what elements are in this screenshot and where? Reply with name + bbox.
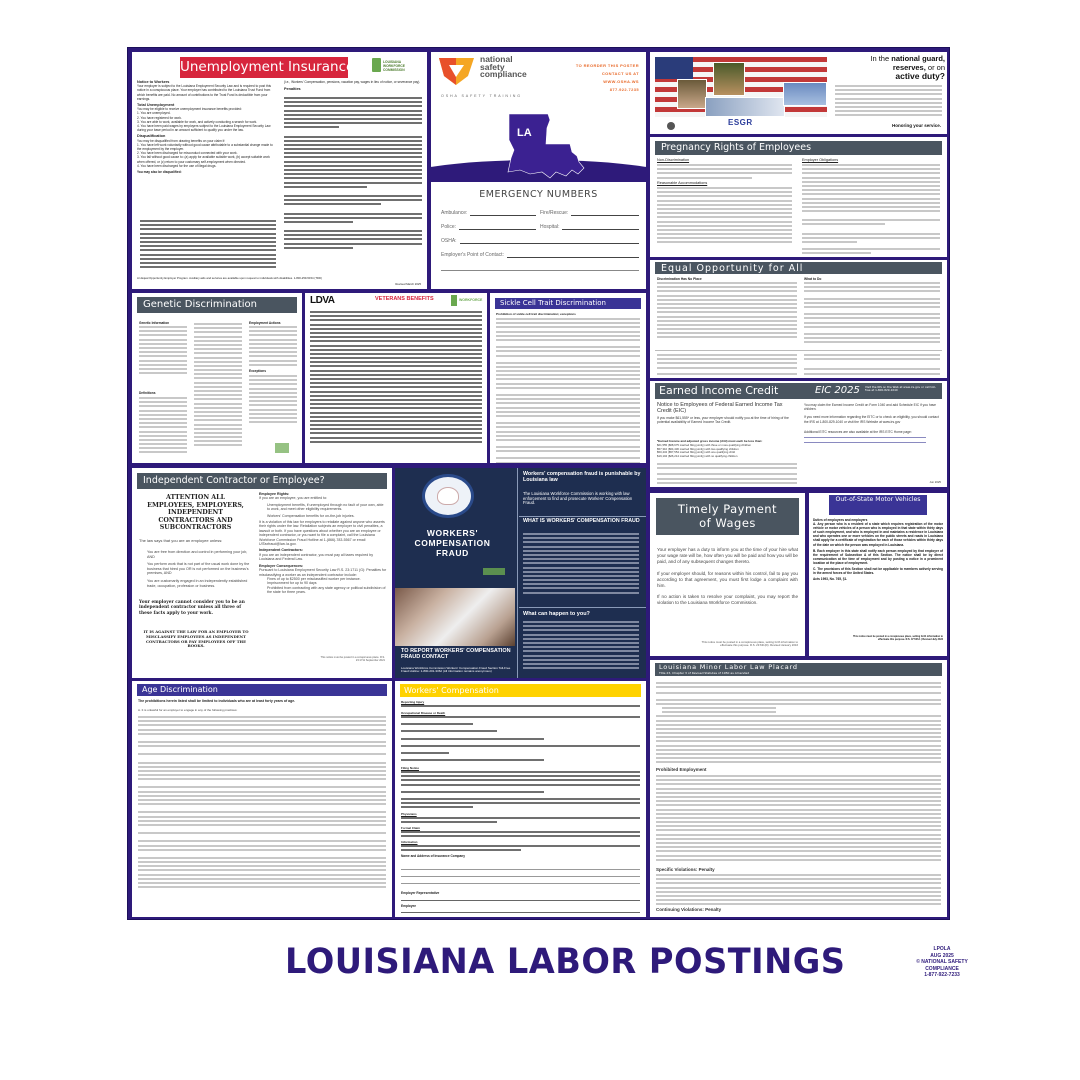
- insurance-address-field[interactable]: [401, 863, 640, 884]
- timely-payment-panel: Timely Payment of Wages Your employer has a duty to inform you at the time of your hire what your wage rate will be, how often you will be paid and how you will be paid, and of any subsequent changes thereto. If your employer should, for reasons within his control, fail to pay you according to that agreement, you must first lodge a complaint with him. If no action is taken to resolve your complaint, you may report the violation to the Louisiana Workforce Commission. This notice must be posted in a conspicuous place, setting forth information to effectuate this purpose. R.S. 23:631(D). Revised January 2016: [650, 493, 805, 656]
- employer-contact-field[interactable]: Employer's Point of Contact:: [441, 252, 639, 258]
- fraud-title: WORKERS' COMPENSATION FRAUD: [414, 528, 491, 558]
- workforce-logo-icon: [372, 58, 381, 72]
- louisiana-seal-icon: [422, 474, 474, 518]
- attention-heading: ATTENTION ALL EMPLOYEES, EMPLOYERS, INDEPENDENT CONTRACTORS AND SUBCONTRACTORS: [147, 494, 244, 532]
- poster-title: LOUISIANA LABOR POSTINGS: [285, 942, 846, 982]
- genetic-title: Genetic Discrimination: [137, 297, 297, 313]
- nsc-tagline: OSHA SAFETY TRAINING: [441, 94, 523, 98]
- genetic-workforce-logo-icon: [275, 443, 289, 453]
- eic-title-bar: Earned Income Credit EIC 2025 Visit the IRS on the Web at www.irs.gov or call toll-free at 1-800-829-1040: [655, 383, 942, 399]
- employee-field[interactable]: [401, 909, 640, 913]
- fraud-lwc-logo-icon: [483, 568, 505, 575]
- workforce-logo: LOUISIANA WORKFORCE COMMISSION: [372, 58, 416, 74]
- earned-income-credit-panel: Earned Income Credit EIC 2025 Visit the IRS on the Web at www.irs.gov or call toll-free at 1-800-829-1040 Notice to Employees of Federal Earned Income Tax Credit (EIC) If you make $61,555* or less, your employer should notify you at the time of hiring of the potential availability of Earned Income Tax Credit. *Earned Income and adjusted gross income (AGI) must each be less than: $61,555 ($68,675 married filing jointly) with three or more qualifying children $57,310 ($64,430 married filing jointly) with two qualifying children $50,434 ($57,554 married filing jointly) with one qualifying child $19,104 ($26,214 married filing jointly) with no qualifying children You may claim the Earned Income Credit on Form 1040 and add Schedule EIC if you have children. If you need more information regarding the EITC or to check on eligibility, you should contact the IRS at 1-800-829-1040 or visit the IRS Website at www.irs.gov Additional EITC resources are also available at the IRS EITC Home page: Jun 2025: [650, 381, 947, 487]
- sickle-cell-title: Sickle Cell Trait Discrimination: [495, 298, 641, 309]
- osha-field[interactable]: OSHA:: [441, 238, 639, 244]
- nsc-logo-icon: [438, 56, 475, 86]
- navy-photo: [705, 97, 785, 117]
- minor-title-bar: Louisiana Minor Labor Law Placard Title 23, Chapter 3 of Revised Statutes of 1950 as Amended: [655, 663, 942, 676]
- esgr-logo: ESGR: [728, 118, 753, 127]
- veterans-title: VETERANS BENEFITS: [375, 296, 434, 302]
- pregnancy-rights-panel: Pregnancy Rights of Employees Non-Discrimination Reasonable Accommodations Employer Obligations: [650, 137, 947, 257]
- genetic-discrimination-panel: Genetic Discrimination Genetic Information Definitions Employment Actions Exceptions: [132, 293, 302, 463]
- employer-contact-extra-line[interactable]: [441, 270, 639, 271]
- equal-opportunity-title: Equal Opportunity for All: [655, 262, 942, 274]
- employer-representative-field[interactable]: [401, 896, 640, 901]
- eitc-link[interactable]: [804, 437, 926, 443]
- independent-contractor-panel: Independent Contractor or Employee? ATTENTION ALL EMPLOYEES, EMPLOYERS, INDEPENDENT CONTRACTORS AND SUBCONTRACTORS The law says that you are an employee unless: You are free from direction and control in performing your job, AND You perform work that is not part of the usual work done by the business that hired you OR is not performed on the business's premises, AND You are customarily engaged in an independently established trade, occupation, profession or business. Your employer cannot consider you to be an independent contractor unless all three of these facts apply to your work. IT IS AGAINST THE LAW FOR AN EMPLOYER TO MISCLASSIFY EMPLOYEES AS INDEPENDENT CONTRACTORS OR PAY EMPLOYEES OFF THE BOOKS. Employee Rights: If you are an employee, you are entitled to: Unemployment benefits, if unemployed through no fault of your own, able to work, and meet other eligibility requirements. Workers' Compensation benefits for on-the-job injuries. It is a violation of this law for employers to retaliate against anyone who asserts their rights under the law. Retaliation subjects an employer to civil penalties, a lawsuit or both. If you have questions about whether you are an employee or independent contractor, or you want to file a complaint, call the Louisiana Workforce Commission Fraud Hotline at 1-(866)-783-5567 or email UITaxfraud@lwc.la.gov. Independent Contractors: If you are an independent contractor, you must pay all taxes required by Louisiana and Federal Law. Employer Consequences: Pursuant to Louisiana Employment Security Law R.S. 23:1711 (G): Penalties for misclassifying a worker as an independent contractor include: Fines of up to $2500 per misclassified worker per instance. Imprisonment for up to 90 days Prohibited from contracting with any state agency or political subdivision of the state for three years. This notice must be posted in a conspicuous place. R.S. 23:1711 September 2021: [132, 468, 392, 678]
- veterans-benefits-panel: [305, 293, 487, 463]
- motor-title: Out-of-State Motor Vehicles: [829, 495, 927, 515]
- age-title: Age Discrimination: [137, 684, 387, 696]
- sickle-cell-panel: Sickle Cell Trait Discrimination Prohibition of sickle cell trait discrimination; exceptions: [490, 293, 646, 463]
- unemployment-title: Unemployment Insurance: [180, 57, 348, 78]
- national-guard-panel: [650, 52, 947, 134]
- workers-compensation-panel: Workers' Compensation Reporting Injury Occupational Disease or Death Filing Notice Physicians Formal Claim Information Name and Address of Insurance Company Employer Representative Employee: [395, 681, 646, 917]
- soldier-photo-1: [677, 79, 707, 109]
- reorder-info: TO REORDER THIS POSTER CONTACT US AT WWW.OSHA.WS 877.922.7235: [575, 63, 639, 92]
- emergency-numbers-panel: [431, 52, 646, 289]
- age-discrimination-panel: Age Discrimination The prohibitions herein listed shall be limited to individuals who are at least forty years of age. A. It is unlawful for an employer to engage in any of the following practices:: [132, 681, 392, 917]
- pregnancy-title: Pregnancy Rights of Employees: [655, 141, 942, 155]
- police-field[interactable]: Police:: [441, 224, 536, 230]
- veterans-partner-logo: WORKFORCE: [451, 295, 483, 307]
- unemployment-insurance-panel: Unemployment Insurance LOUISIANA WORKFORCE COMMISSION Notice to Workers Your employer is subject to the Louisiana Employment Security Law and is required to post this notice in a conspicuous place. Your employer has contributed to the Louisiana Trust Fund from which benefits are paid. No amount of contributions to the Trust Fund is deductible from your earnings. Total Unemployment You may be eligible to receive unemployment insurance benefits provided: 1. You are unemployed. 2. You have registered for work. 3. You are able to work, available for work, and actively conducting a search for work. 4. You have been paid wages by employers subject to the Louisiana Employment Security Law during your base period in an amount sufficient to qualify you under the law. Disqualification You may be disqualified from drawing benefits on your claim if: 1. You have left work voluntarily without good cause attributable to a substantial change made to the employment by the employer. 2. You have been discharged for misconduct connected with your work. 3. You fail without good cause to: (a) apply for available suitable work, (b) accept suitable work when offered, or (c) return to your customary self-employment when directed. 4. You have been discharged for the use of illegal drugs. You may also be disqualified: (i.e., Workers' Compensation, pensions, vacation pay, wages in lieu of notice, or severance pay). Penalties An Equal Opportunity Employer Program. Auxiliary aids and services are available upon request to individuals with disabilities. 1-800-259-5154 (TDD) Revised March 2025: [132, 52, 427, 289]
- jets-photo: [783, 82, 827, 106]
- emergency-title: EMERGENCY NUMBERS: [479, 189, 598, 200]
- poster-frame: [127, 47, 950, 920]
- louisiana-map-icon: LA: [506, 112, 586, 184]
- poster-credit: LPOLA AUG 2025 © NATIONAL SAFETY COMPLIANCE 1-877-922-7233: [916, 946, 968, 978]
- reorder-website-link[interactable]: WWW.OSHA.WS: [603, 79, 639, 84]
- soldier-photo-2: [713, 62, 745, 96]
- workers-comp-fraud-panel: WORKERS' COMPENSATION FRAUD TO REPORT WORKERS' COMPENSATION FRAUD CONTACT Louisiana Workforce Commission Workers' Compensation Fraud Section Toll-Free Fraud Hotline: 1-800-201-3362 (All information remains anonymous) Workers' compensation fraud is punishable by Louisiana law The Louisiana Workforce Commission is working with law enforcement to find and prosecute Workers' Compensation Fraud. WHAT IS WORKERS' COMPENSATION FRAUD What can happen to you?: [395, 468, 646, 678]
- hospital-field[interactable]: Hospital:: [540, 224, 639, 230]
- equal-opportunity-panel: Equal Opportunity for All Discrimination Has No Place What to Do: [650, 260, 947, 378]
- timely-title: Timely Payment of Wages: [656, 498, 799, 535]
- ldva-logo: LDVA: [310, 295, 335, 306]
- wc-title: Workers' Compensation: [400, 684, 641, 697]
- fire-rescue-field[interactable]: Fire/Rescue:: [540, 210, 639, 216]
- ambulance-field[interactable]: Ambulance:: [441, 210, 536, 216]
- guard-tagline: Honoring your service.: [891, 123, 941, 128]
- contractor-title: Independent Contractor or Employee?: [137, 473, 387, 489]
- guard-headline: In the national guard, reserves, or on active duty?: [870, 54, 945, 81]
- flag-image: [655, 57, 827, 117]
- minor-labor-law-panel: Louisiana Minor Labor Law Placard Title 23, Chapter 3 of Revised Statutes of 1950 as Amended Prohibited Employment Specific Violations: Penalty Continuing Violations: Penalty: [650, 660, 947, 917]
- report-heading: TO REPORT WORKERS' COMPENSATION FRAUD CONTACT: [401, 648, 511, 660]
- nsc-brand: national safety compliance: [480, 54, 527, 79]
- dod-seal-icon: [667, 122, 675, 130]
- emergency-box: [431, 182, 646, 289]
- motor-vehicles-panel: Out-of-State Motor Vehicles Duties of employees and employers A. Any person who is a resident of a state which requires registration of the motor vehicle or motor vehicles of a person who is employed in that state within thirty days of such employment, and who is employed in and maintains a residence in Louisiana and who operates one or more vehicles on the public streets and roads in Louisiana shall apply for a certificate of registration for each of those vehicles within thirty days of the date on which the person was employed in Louisiana. B. Each employer in this state shall notify each person employed by that employer of the requirement of Subsection A of this Section. The notice shall be by direct communication at the time of employment and by posting a notice in a prominent location at the place of employment. C. The provisions of this Section shall not be applicable to members actively serving in the armed forces of the United States. Acts 1993, No. 765, §1. This notice must be posted in a conspicuous place, setting forth information to effectuate this purpose. R.S. 47:526.1 | Revised July 2024: [809, 493, 947, 656]
- fraud-photo: [395, 588, 515, 646]
